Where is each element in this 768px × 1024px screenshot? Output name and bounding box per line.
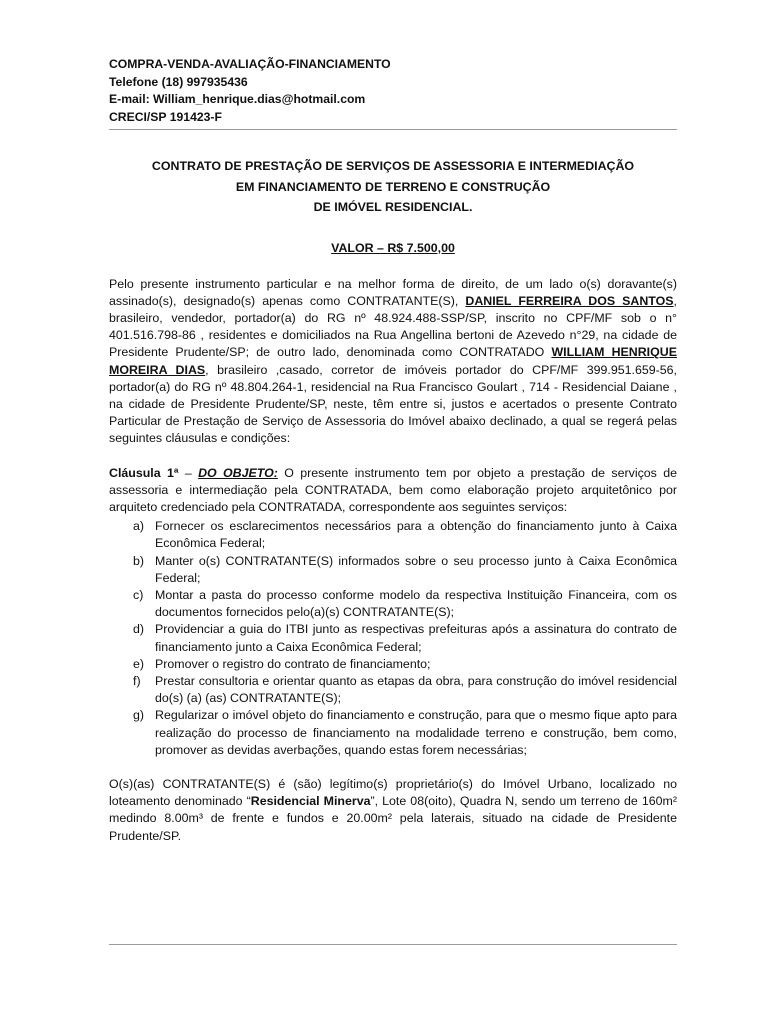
letterhead-creci: CRECI/SP 191423-F (109, 109, 222, 124)
list-item (109, 656, 677, 673)
document-page (109, 56, 677, 845)
list-item (109, 621, 677, 655)
list-marker: g) (133, 708, 145, 723)
list-item (109, 518, 677, 552)
clause-1-text: O presente instrumento tem por objeto a prestação de serviços de assessoria e intermediação pela CONTRATADA, bem como elaboração projeto arquitetônico por arquiteto credenciado pela CONTRATADA, correspondente aos seguintes serviços: (109, 465, 677, 514)
list-item (109, 553, 677, 587)
parties-text-a: Pelo presente instrumento particular e na melhor forma de direito, de um lado o(s) doravante(s) assinado(s), designado(s) apenas como CONTRATANTE(S), (109, 276, 677, 308)
parties-text-c: , brasileiro ,casado, corretor de imóveis portador do CPF/MF 399.951.659-56, portador(a) do RG nº 48.804.264-1, residencial na Rua Francisco Goulart , 714 - Residencial Daiane , na cidade de Presidente Prudente/SP, neste, têm entre si, justos e acertados o presente Contrato Particular de Prestação de Serviço de Assessoria do Imóvel abaixo declinado, a qual se regerá pelas seguintes cláusulas e condições: (109, 362, 677, 446)
list-item-text: Prestar consultoria e orientar quanto as etapas da obra, para construção do imóvel residencial do(s) (a) (as) CONTRATANTE(S); (155, 673, 677, 706)
contract-title (109, 156, 677, 218)
list-item (109, 673, 677, 707)
list-marker: a) (133, 519, 145, 534)
list-marker: b) (133, 553, 145, 568)
list-item-text: Promover o registro do contrato de financiamento; (155, 656, 431, 671)
list-marker: f) (133, 673, 141, 688)
footer-divider (109, 944, 677, 945)
title-line-3: DE IMÓVEL RESIDENCIAL. (313, 200, 473, 214)
contractor-name: DANIEL FERREIRA DOS SANTOS (465, 293, 674, 308)
clause-1-object: DO OBJETO: (198, 465, 278, 480)
list-item-text: Regularizar o imóvel objeto do financiamento e construção, para que o mesmo fique apto para realização do processo de financiamento na modalidade terreno e construção, bem como, promover as devidas averbações, quando estas forem necessárias; (155, 708, 677, 757)
clause-1-paragraph (109, 465, 677, 517)
list-item (109, 587, 677, 621)
letterhead-email: E-mail: William_henrique.dias@hotmail.com (109, 92, 366, 106)
title-line-2: EM FINANCIAMENTO DE TERRENO E CONSTRUÇÃO (235, 179, 551, 194)
clause-1-dash: – (178, 465, 199, 480)
list-item-text: Manter o(s) CONTRATANTE(S) informados sobre o seu processo junto à Caixa Econômica Federal; (155, 553, 677, 585)
letterhead-services: COMPRA-VENDA-AVALIAÇÃO-FINANCIAMENTO (109, 57, 391, 71)
property-text-a: O(s)(as) CONTRATANTE(S) é (são) legítimo(s) proprietário(s) do Imóvel Urbano, localizado no loteamento denominado “ (109, 776, 677, 809)
parties-paragraph (109, 276, 677, 448)
list-marker: d) (133, 622, 145, 637)
property-paragraph (109, 776, 677, 845)
parties-text-b: , brasileiro, vendedor, portador(a) do RG nº 48.924.488-SSP/SP, inscrito no CPF/MF sob o n° 401.516.798-86 , residentes e domiciliados na Rua Angellina bertoni de Azevedo n°29, na cidade de Presidente Prudente/SP; de outro lado, denominada como CONTRATADO (109, 293, 677, 360)
services-list (109, 518, 677, 759)
property-subdivision-name: Residencial Minerva (250, 794, 371, 809)
property-text-b: ”, Lote 08(oito), Quadra N, sendo um terreno de 160m² medindo 8.00m³ de frente e fundos e 20.00m² pela laterais, situado na cidade de Presidente Prudente/SP. (109, 794, 677, 843)
clause-1-label: Cláusula 1ª (109, 465, 179, 480)
title-line-1: CONTRATO DE PRESTAÇÃO DE SERVIÇOS DE ASSESSORIA E INTERMEDIAÇÃO (151, 159, 635, 173)
contract-value (109, 240, 677, 256)
list-marker: c) (133, 587, 144, 602)
list-item-text: Fornecer os esclarecimentos necessários para a obtenção do financiamento junto à Caixa Econômica Federal; (155, 519, 677, 551)
header-divider (109, 129, 677, 130)
contracted-name: WILLIAM HENRIQUE MOREIRA DIAS (109, 345, 677, 377)
list-marker: e) (133, 656, 145, 671)
letterhead-phone: Telefone (18) 997935436 (109, 74, 248, 89)
letterhead (109, 56, 677, 126)
contract-value-text: VALOR – R$ 7.500,00 (331, 240, 455, 255)
list-item-text: Montar a pasta do processo conforme modelo da respectiva Instituição Financeira, com os documentos fornecidos pelo(a)(s) CONTRATANTE(S); (155, 587, 677, 620)
list-item-text: Providenciar a guia do ITBI junto as respectivas prefeituras após a assinatura do contrato de financiamento junto a Caixa Econômica Federal; (155, 622, 677, 654)
list-item (109, 707, 677, 759)
